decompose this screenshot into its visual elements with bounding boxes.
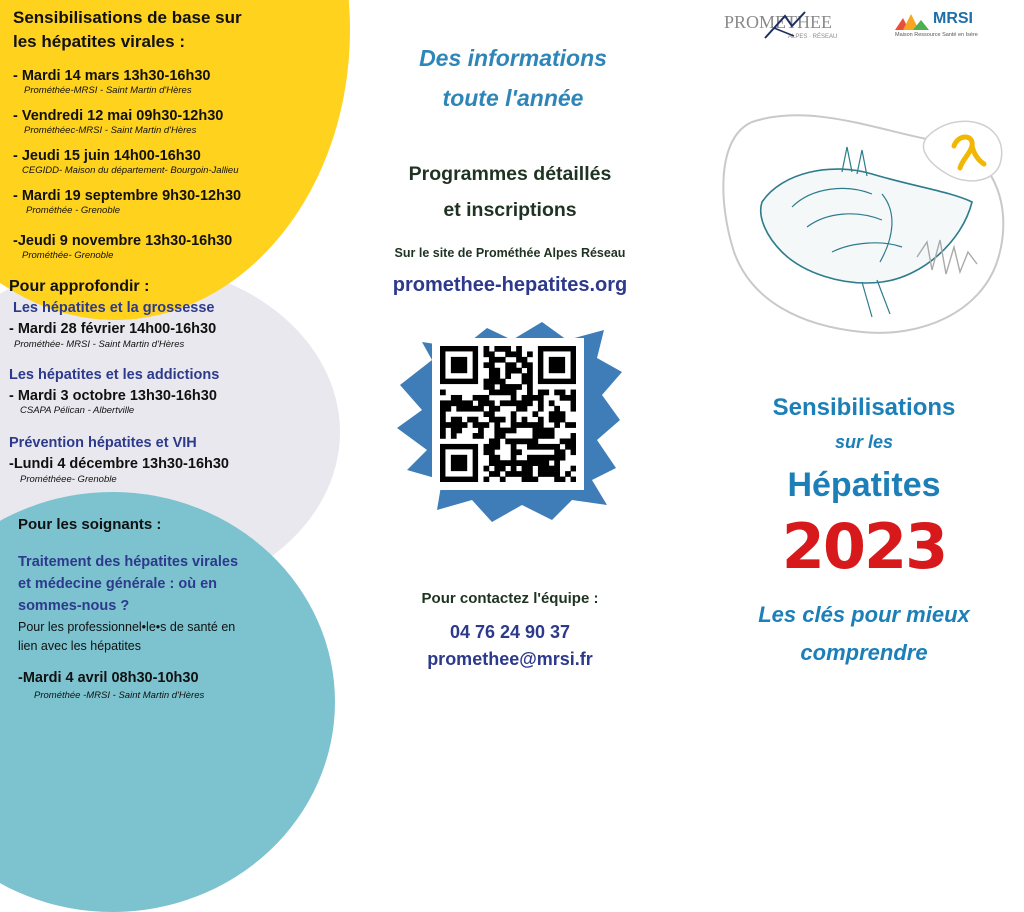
base-event-2-date: - Vendredi 12 mai 09h30-12h30 xyxy=(13,108,224,124)
programs-line2: et inscriptions xyxy=(443,199,577,221)
liver-illustration xyxy=(722,102,1012,338)
right-title-line1: Sensibilisations xyxy=(772,394,956,421)
base-title-line2: les hépatites virales : xyxy=(13,32,185,51)
mrsi-logo-text: MRSI xyxy=(933,10,973,27)
year: 2023 xyxy=(781,510,947,583)
topic-addictions-place: CSAPA Pélican - Albertville xyxy=(20,405,135,416)
email-address[interactable]: promethee@mrsi.fr xyxy=(427,649,593,669)
base-event-5-date: -Jeudi 9 novembre 13h30-16h30 xyxy=(13,233,233,249)
contact-label: Pour contactez l'équipe : xyxy=(421,590,599,607)
promethee-figure-icon xyxy=(760,8,810,44)
soignants-place: Prométhée -MRSI - Saint Martin d'Hères xyxy=(34,690,205,701)
info-line1: Des informations xyxy=(419,45,607,71)
topic-vih-heading: Prévention hépatites et VIH xyxy=(9,435,197,451)
tagline-line1: Les clés pour mieux xyxy=(758,602,970,627)
soignants-heading-line2: et médecine générale : où en xyxy=(18,576,218,592)
mrsi-logo-subtext: Maison Ressource Santé en Isère xyxy=(895,32,978,38)
topic-vih-place: Prométhéee- Grenoble xyxy=(20,474,117,485)
topic-vih-date: -Lundi 4 décembre 13h30-16h30 xyxy=(9,456,229,472)
mountains-icon xyxy=(895,12,929,30)
programs-line1: Programmes détaillés xyxy=(408,163,612,185)
topic-addictions-date: - Mardi 3 octobre 13h30-16h30 xyxy=(9,388,217,404)
topic-grossesse-place: Prométhée- MRSI - Saint Martin d'Hères xyxy=(14,339,185,350)
promethee-logo-subtext: ALPES · RÉSEAU xyxy=(788,34,838,40)
soignants-desc-line2: lien avec les hépatites xyxy=(18,639,141,653)
soignants-title: Pour les soignants : xyxy=(18,516,162,533)
mrsi-logo xyxy=(895,10,990,44)
base-event-3-place: CEGIDD- Maison du département- Bourgoin-Jallieu xyxy=(22,165,239,176)
base-event-5-place: Prométhée- Grenoble xyxy=(22,250,114,261)
base-event-2-place: Prométhéec-MRSI - Saint Martin d'Hères xyxy=(24,125,197,136)
base-event-1-place: Prométhée-MRSI - Saint Martin d'Hères xyxy=(24,85,192,96)
soignants-heading-line1: Traitement des hépatites virales xyxy=(18,554,239,570)
topic-addictions-heading: Les hépatites et les addictions xyxy=(9,367,220,383)
base-event-3-date: - Jeudi 15 juin 14h00-16h30 xyxy=(13,148,201,164)
topic-grossesse-heading: Les hépatites et la grossesse xyxy=(13,300,215,316)
info-line2: toute l'année xyxy=(442,85,584,111)
topic-grossesse-date: - Mardi 28 février 14h00-16h30 xyxy=(9,321,217,337)
base-event-4-place: Prométhée - Grenoble xyxy=(26,205,120,216)
website-link[interactable]: promethee-hepatites.org xyxy=(392,274,628,296)
tagline-line2: comprendre xyxy=(800,640,928,665)
approfondir-title: Pour approfondir : xyxy=(9,278,150,295)
soignants-date: -Mardi 4 avril 08h30-10h30 xyxy=(18,670,199,686)
promethee-logo-text: PROMETHEE xyxy=(724,12,832,32)
base-event-4-date: - Mardi 19 septembre 9h30-12h30 xyxy=(13,188,242,204)
right-title-line2: sur les xyxy=(834,432,894,452)
base-event-1-date: - Mardi 14 mars 13h30-16h30 xyxy=(13,68,211,84)
base-title-line1: Sensibilisations de base sur xyxy=(13,8,242,27)
qr-code[interactable] xyxy=(440,346,576,482)
soignants-heading-line3: sommes-nous ? xyxy=(18,598,130,614)
promethee-logo xyxy=(724,8,854,44)
phone-number[interactable]: 04 76 24 90 37 xyxy=(449,622,571,642)
soignants-desc-line1: Pour les professionnel•le•s de santé en xyxy=(18,620,236,634)
right-title-line3: Hépatites xyxy=(787,466,941,504)
site-label: Sur le site de Prométhée Alpes Réseau xyxy=(394,246,626,260)
